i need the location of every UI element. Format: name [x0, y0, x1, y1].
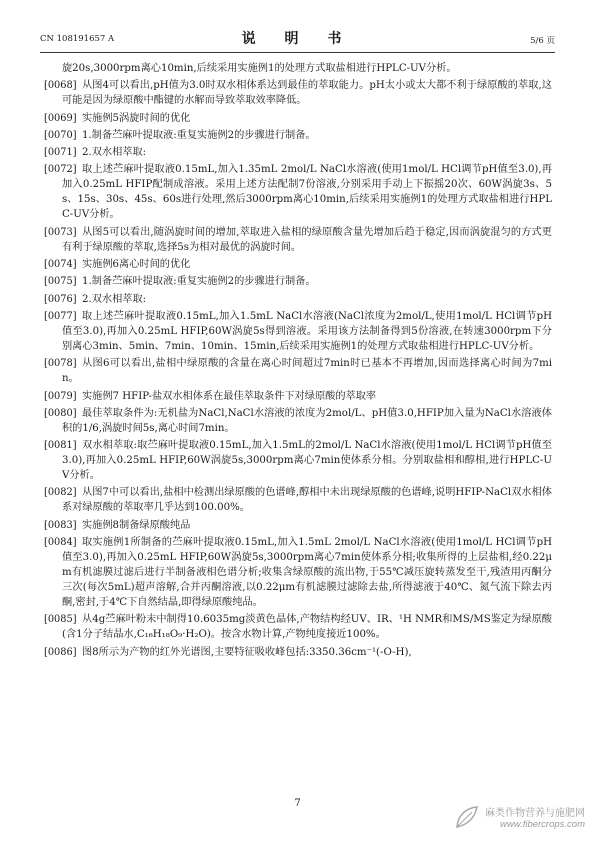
paragraph — [44, 389, 552, 404]
watermark-url[interactable]: www.fibercrops.com — [500, 819, 585, 830]
patent-number: CN 108191657 A — [40, 34, 115, 44]
page-number: 7 — [294, 798, 301, 809]
paragraph — [44, 612, 552, 642]
paragraph-text: 实施例6离心时间的优化 — [82, 259, 191, 271]
paragraph — [44, 225, 552, 255]
paragraph-number: [0072] — [44, 164, 77, 176]
paragraph — [44, 111, 552, 126]
page-header — [40, 28, 555, 50]
paragraph-number: [0070] — [44, 129, 77, 141]
paragraph-number: [0077] — [44, 310, 77, 322]
paragraph-text: 取上述苎麻叶提取液0.15mL,加入1.35mL 2mol/L NaCl水溶液(使用1mol/L HCl调节pH值至3.0),再加入0.25mL HFIP配制成溶液。采用上述方法配制7份溶液,分别采用手动上下振摇20次、60W涡旋3s、5s、15s、30s、45s、60s进行处理,然后3000rpm离心10min,后续采用实施例1的处理方式取盐相进行HPLC-UV分析。 — [62, 164, 552, 221]
paragraph-text: 从图4可以看出,pH值为3.0时双水相体系达到最佳的萃取能力。pH太小或太大都不利于绿原酸的萃取,这可能是因为绿原酸中酯键的水解而导致萃取效率降低。 — [62, 80, 552, 107]
paragraph-number: [0080] — [44, 407, 77, 419]
paragraph — [44, 78, 552, 108]
paragraph — [44, 356, 552, 386]
paragraph — [44, 292, 552, 307]
paragraph-text: 实施例7 HFIP-盐双水相体系在最佳萃取条件下对绿原酸的萃取率 — [82, 390, 377, 402]
paragraph-text: 从图7中可以看出,盐相中检测出绿原酸的色谱峰,醇相中未出现绿原酸的色谱峰,说明HFIP-NaCl双水相体系对绿原酸的萃取率几乎达到100.00%。 — [62, 487, 552, 514]
paragraph-number: [0075] — [44, 276, 77, 288]
paragraph-text: 2.双水相萃取: — [82, 293, 147, 305]
paragraph — [44, 257, 552, 272]
leaf-logo-icon — [452, 803, 480, 831]
paragraph-text: 从图6可以看出,盐相中绿原酸的含量在离心时间超过7min时已基本不再增加,因而选择离心时间为7min。 — [62, 358, 552, 385]
paragraph — [44, 485, 552, 515]
paragraph-text: 1.制备苎麻叶提取液:重复实施例2的步骤进行制备。 — [82, 276, 316, 288]
paragraph-number: [0073] — [44, 226, 77, 238]
paragraph-number: [0074] — [44, 259, 77, 271]
paragraph — [44, 438, 552, 483]
paragraph-text: 实施例8制备绿原酸纯品 — [82, 519, 191, 531]
paragraph-number: [0085] — [44, 614, 77, 626]
paragraph — [44, 128, 552, 143]
paragraph-number: [0071] — [44, 147, 77, 159]
document-body — [44, 61, 552, 662]
document-title: 说 明 书 — [241, 31, 354, 47]
paragraph-text: 取上述苎麻叶提取液0.15mL,加入1.5mL NaCl水溶液(NaCl浓度为2mol/L,使用1mol/L HCl调节pH值至3.0),再加入0.25mL HFIP,60W涡旋5s得到溶液。采用该方法制备得到5份溶液,在转速3000rpm下分别离心3min、5min、7min、10min、15min,后续采用实施例1的处理方式取盐相进行HPLC-UV分析。 — [62, 310, 552, 352]
paragraph-text: 旋20s,3000rpm离心10min,后续采用实施例1的处理方式取盐相进行HPLC-UV分析。 — [62, 63, 457, 74]
paragraph-text: 双水相萃取:取苎麻叶提取液0.15mL,加入1.5mL的2mol/L NaCl水溶液(使用1mol/L HCl调节pH值至3.0),再加入0.25mL HFIP,60W涡旋5s,3000rpm离心7min使体系分相。分别取盐相和醇相,进行HPLC-UV分析。 — [62, 440, 552, 482]
paragraph-number: [0069] — [44, 112, 77, 124]
paragraph-text: 1.制备苎麻叶提取液:重复实施例2的步骤进行制备。 — [82, 129, 316, 141]
paragraph-text: 从图5可以看出,随涡旋时间的增加,萃取进入盐相的绿原酸含量先增加后趋于稳定,因而涡旋混匀的方式更有利于绿原酸的萃取,选择5s为相对最优的涡旋时间。 — [62, 226, 552, 253]
paragraph-text: 2.双水相萃取: — [82, 147, 147, 159]
paragraph-number: [0082] — [44, 487, 77, 499]
paragraph-number: [0078] — [44, 358, 77, 370]
paragraph — [44, 162, 552, 222]
paragraph-number: [0084] — [44, 537, 77, 549]
paragraph — [44, 406, 552, 436]
header-divider — [40, 52, 555, 53]
paragraph — [44, 535, 552, 610]
paragraph-text: 最佳萃取条件为:无机盐为NaCl,NaCl水溶液的浓度为2mol/L、pH值3.0,HFIP加入量为NaCl水溶液体积的1/6,涡旋时间5s,离心时间7min。 — [62, 407, 552, 434]
paragraph-number: [0068] — [44, 80, 77, 92]
page-indicator: 5/6 页 — [530, 36, 555, 46]
site-watermark — [452, 803, 585, 831]
paragraph — [44, 274, 552, 289]
paragraph-text: 取实施例1所制备的苎麻叶提取液0.15mL,加入1.5mL 2mol/L NaCl水溶液(使用1mol/L HCl调节pH值至3.0),再加入0.25mL HFIP,60W涡旋5s,3000rpm离心7min使体系分相;收集所得的上层盐相,经0.22μm有机滤膜过滤后进行半制备液相色谱分析;收集含绿原酸的流出物,于55℃减压旋转蒸发至干,残渣用丙酮分三次(每次5mL)超声溶解,合并丙酮溶液,以0.22μm有机滤膜过滤除去盐,所得滤液于40℃、氮气流下除去丙酮,密封,于4℃下自然结晶,即得绿原酸纯品。 — [62, 537, 552, 609]
paragraph-number: [0079] — [44, 390, 77, 402]
paragraph — [44, 309, 552, 354]
paragraph-text: 从4g苎麻叶粉末中制得10.6035mg淡黄色晶体,产物结构经UV、IR、¹H NMR和MS/MS鉴定为绿原酸(含1分子结晶水,C₁₆H₁₈O₉·H₂O)。按含水物计算,产物纯度接近100%。 — [62, 614, 552, 641]
paragraph-number: [0076] — [44, 293, 77, 305]
watermark-site-name: 麻类作物营养与施肥网 — [485, 808, 585, 819]
paragraph-number: [0086] — [44, 646, 77, 658]
paragraph — [62, 61, 552, 76]
paragraph-text: 实施例5涡旋时间的优化 — [82, 112, 191, 124]
paragraph-number: [0081] — [44, 440, 77, 452]
paragraph — [44, 145, 552, 160]
paragraph — [44, 518, 552, 533]
paragraph-text: 图8所示为产物的红外光谱图,主要特征吸收峰包括:3350.36cm⁻¹(-O-H), — [82, 646, 412, 658]
paragraph-number: [0083] — [44, 519, 77, 531]
paragraph — [44, 645, 552, 660]
